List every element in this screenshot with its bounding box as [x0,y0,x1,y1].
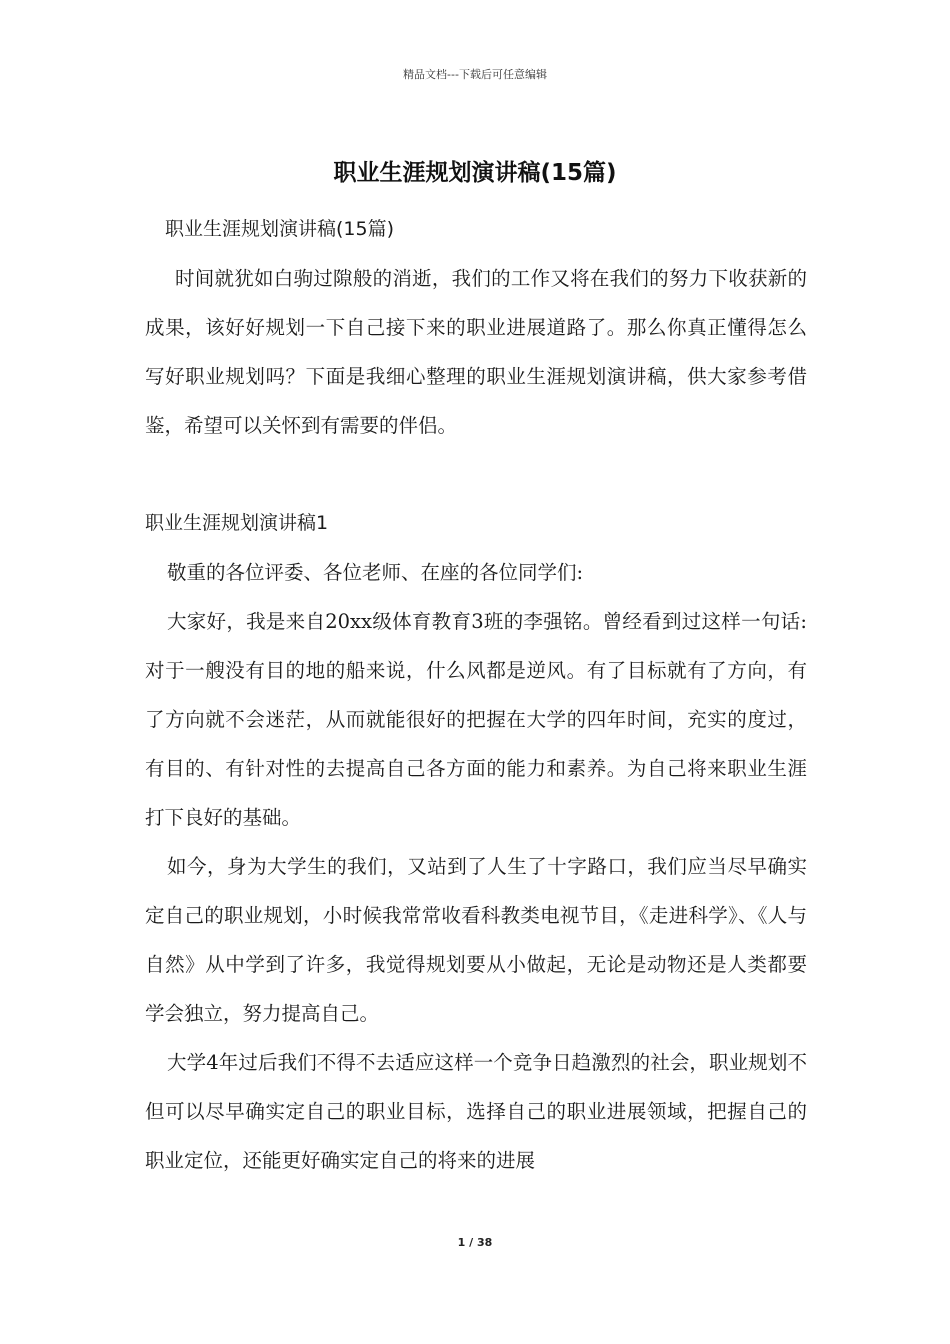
intro-paragraph: 时间就犹如白驹过隙般的消逝，我们的工作又将在我们的努力下收获新的成果，该好好规划一下自己接下来的职业进展道路了。那么你真正懂得怎么写好职业规划吗？下面是我细心整理的职业生涯规划演讲稿，供大家参考借鉴，希望可以关怀到有需要的伴侣。 [145,267,807,437]
header-note: 精品文档---下载后可任意编辑 [403,68,547,81]
page-number: 1 / 38 [457,1236,493,1249]
document-body [145,205,807,1185]
document-title: 职业生涯规划演讲稿(15篇) [333,160,617,186]
salutation-paragraph: 敬重的各位评委、各位老师、在座的各位同学们: [167,561,584,584]
body-paragraph: 大学4年过后我们不得不去适应这样一个竞争日趋激烈的社会，职业规划不但可以尽早确实定自己的职业目标，选择自己的职业进展领域，把握自己的职业定位，还能更好确实定自己的将来的进展 [145,1051,807,1172]
body-paragraph: 如今，身为大学生的我们，又站到了人生了十字路口，我们应当尽早确实定自己的职业规划，小时候我常常收看科教类电视节目，《走进科学》、《人与自然》从中学到了许多，我觉得规划要从小做起，无论是动物还是人类都要学会独立，努力提高自己。 [145,855,807,1025]
body-paragraph: 大家好，我是来自20xx级体育教育3班的李强铭。曾经看到过这样一句话:对于一艘没有目的地的船来说，什么风都是逆风。有了目标就有了方向，有了方向就不会迷茫，从而就能很好的把握在大学的四年时间，充实的度过，有目的、有针对性的去提高自己各方面的能力和素养。为自己将来职业生涯打下良好的基础。 [145,610,807,829]
section-heading: 职业生涯规划演讲稿1 [145,512,329,534]
document-subtitle: 职业生涯规划演讲稿(15篇) [165,218,395,240]
